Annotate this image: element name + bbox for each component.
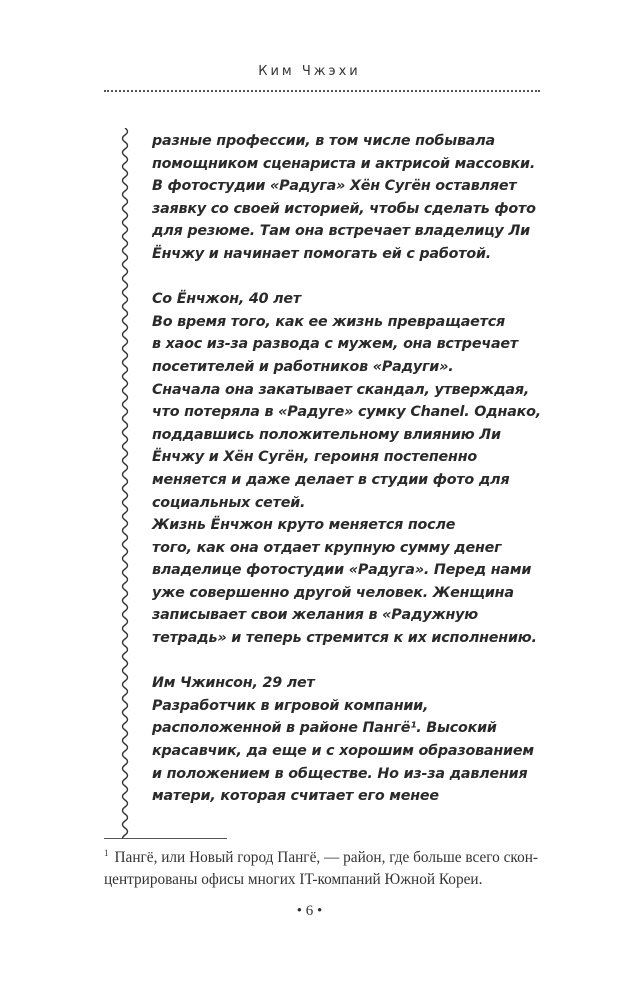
text-line: Ёнчжу и Хён Сугён, героиня постепенно [152, 449, 478, 466]
page-number: • 6 • [296, 903, 323, 919]
text-line: и положением в обществе. Но из-за давления [152, 765, 528, 782]
text-line: для резюме. Там она встречает владелицу Ли [152, 223, 530, 240]
text-line: владелице фотостудии «Радуга». Перед нами [152, 562, 532, 579]
text-line: поддавшись положительному влиянию Ли [152, 426, 501, 443]
text-line: меняется и даже делает в студии фото для [152, 471, 510, 488]
footnote-rule [104, 838, 227, 839]
text-line: тетрадь» и теперь стремится к их исполнению. [152, 630, 537, 647]
text-line: красавчик, да еще и с хорошим образованием [152, 743, 534, 760]
text-line: уже совершенно другой человек. Женщина [152, 584, 514, 601]
text-line: разные профессии, в том числе побывала [152, 133, 495, 149]
text-line: Ёнчжу и начинает помогать ей с работой. [152, 245, 492, 262]
main-text [152, 130, 552, 808]
text-line: матери, которая считает его менее [152, 788, 439, 805]
text-line: помощником сценариста и актрисой массовки. [152, 155, 536, 172]
character-heading: Им Чжинсон, 29 лет [152, 675, 315, 692]
text-line: Во время того, как ее жизнь превращается [152, 313, 506, 330]
footnote-line: центрированы офисы многих IT-компаний Южной Кореи. [104, 871, 483, 888]
paragraph-2 [152, 288, 552, 650]
text-line: Разработчик в игровой компании, [152, 697, 429, 714]
text-line: социальных сетей. [152, 494, 306, 511]
text-line: что потеряла в «Радуге» сумку Chanel. Однако, [152, 404, 542, 421]
character-heading: Со Ёнчжон, 40 лет [152, 291, 302, 308]
text-line: в хаос из-за развода с мужем, она встречает [152, 336, 518, 353]
footnote-line: Пангё, или Новый город Пангё, — район, где больше всего скон- [114, 849, 539, 866]
text-line: записывает свои желания в «Радужную [152, 607, 478, 624]
text-line: посетителей и работников «Радуги». [152, 358, 454, 375]
text-line: того, как она отдает крупную сумму денег [152, 539, 502, 556]
dotted-divider [104, 90, 540, 92]
footnote [104, 842, 544, 891]
text-line: заявку со своей историей, чтобы сделать фото [152, 200, 536, 217]
running-header-author: Ким Чжэхи [258, 64, 361, 79]
text-line: Сначала она закатывает скандал, утверждая, [152, 381, 530, 398]
wavy-margin-line [117, 128, 133, 838]
paragraph-3 [152, 672, 552, 808]
text-line: расположенной в районе Пангё¹. Высокий [152, 720, 497, 737]
text-line: В фотостудии «Радуга» Хён Сугён оставляет [152, 178, 517, 195]
footnote-marker: 1 [104, 848, 109, 858]
paragraph-1 [152, 130, 552, 266]
text-line: Жизнь Ёнчжон круто меняется после [152, 517, 456, 534]
